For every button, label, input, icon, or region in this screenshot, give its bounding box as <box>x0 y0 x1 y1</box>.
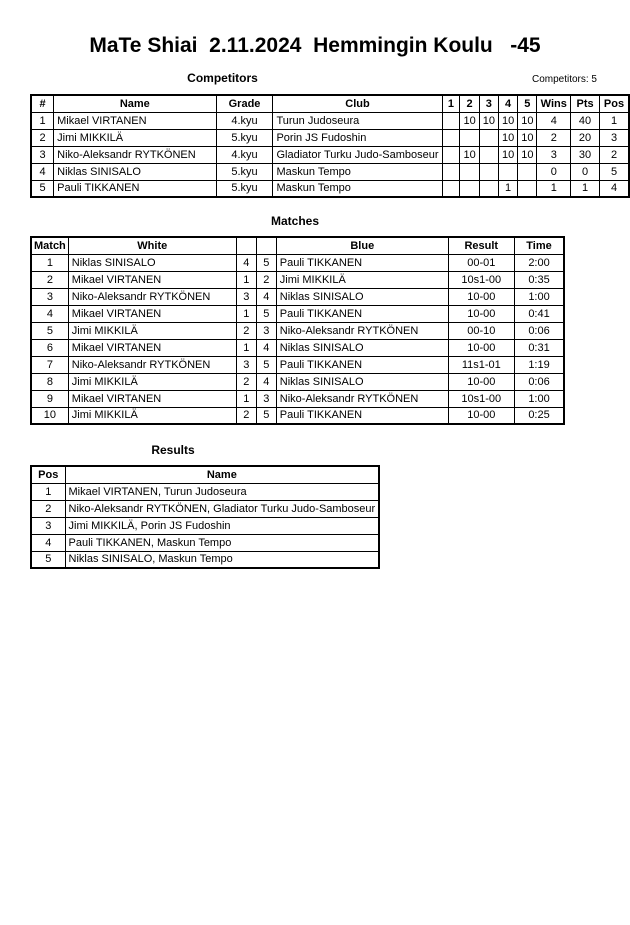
blue-competitor-number: 5 <box>256 305 276 322</box>
white-name: Mikael VIRTANEN <box>68 339 236 356</box>
competitor-club: Porin JS Fudoshin <box>273 129 442 146</box>
column-header: 5 <box>518 95 537 112</box>
competitors-section-header <box>0 71 630 86</box>
score-cell <box>442 146 460 163</box>
matches-header-row <box>31 237 564 254</box>
matches-table <box>30 236 565 425</box>
score-cell: 10 <box>479 112 498 129</box>
white-name: Jimi MIKKILÄ <box>68 322 236 339</box>
competitor-grade: 5.kyu <box>216 180 273 197</box>
table-row <box>31 407 564 424</box>
table-row <box>31 356 564 373</box>
column-header: Blue <box>276 237 448 254</box>
white-competitor-number: 2 <box>236 322 256 339</box>
match-result: 00-01 <box>448 254 514 271</box>
competitors-heading: Competitors <box>187 71 258 85</box>
score-cell: 10 <box>518 146 537 163</box>
table-row <box>31 339 564 356</box>
wins-cell: 2 <box>537 129 571 146</box>
match-result: 10-00 <box>448 339 514 356</box>
competitor-club: Maskun Tempo <box>273 180 442 197</box>
match-number: 1 <box>31 254 68 271</box>
column-header: Match <box>31 237 68 254</box>
score-cell <box>460 163 479 180</box>
score-cell: 1 <box>498 180 517 197</box>
white-competitor-number: 1 <box>236 390 256 407</box>
column-header: 1 <box>442 95 460 112</box>
score-cell <box>460 180 479 197</box>
matches-heading: Matches <box>270 214 320 228</box>
competitors-count-label: Competitors: 5 <box>531 74 597 85</box>
match-number: 10 <box>31 407 68 424</box>
points-cell: 30 <box>571 146 600 163</box>
white-name: Mikael VIRTANEN <box>68 390 236 407</box>
score-cell: 10 <box>498 129 517 146</box>
score-cell <box>498 163 517 180</box>
competitor-club: Maskun Tempo <box>273 163 442 180</box>
wins-cell: 3 <box>537 146 571 163</box>
blue-competitor-number: 2 <box>256 271 276 288</box>
result-name: Mikael VIRTANEN, Turun Judoseura <box>65 483 379 500</box>
match-number: 2 <box>31 271 68 288</box>
blue-competitor-number: 5 <box>256 407 276 424</box>
result-position: 3 <box>31 517 65 534</box>
column-header: Wins <box>537 95 571 112</box>
blue-competitor-number: 4 <box>256 288 276 305</box>
score-cell <box>442 129 460 146</box>
wins-cell: 1 <box>537 180 571 197</box>
white-name: Niko-Aleksandr RYTKÖNEN <box>68 288 236 305</box>
table-row <box>31 322 564 339</box>
match-number: 5 <box>31 322 68 339</box>
blue-name: Pauli TIKKANEN <box>276 407 448 424</box>
white-competitor-number: 4 <box>236 254 256 271</box>
column-header: Grade <box>216 95 273 112</box>
match-result: 10-00 <box>448 305 514 322</box>
match-result: 10s1-00 <box>448 271 514 288</box>
score-cell <box>479 146 498 163</box>
column-header: Club <box>273 95 442 112</box>
blue-name: Niklas SINISALO <box>276 288 448 305</box>
table-row <box>31 288 564 305</box>
competitor-grade: 5.kyu <box>216 163 273 180</box>
competitor-grade: 4.kyu <box>216 146 273 163</box>
table-row <box>31 373 564 390</box>
white-name: Mikael VIRTANEN <box>68 305 236 322</box>
blue-name: Niko-Aleksandr RYTKÖNEN <box>276 390 448 407</box>
score-cell <box>442 112 460 129</box>
column-header: # <box>31 95 54 112</box>
match-number: 6 <box>31 339 68 356</box>
blue-competitor-number: 4 <box>256 339 276 356</box>
result-name: Jimi MIKKILÄ, Porin JS Fudoshin <box>65 517 379 534</box>
white-competitor-number: 2 <box>236 373 256 390</box>
points-cell: 40 <box>571 112 600 129</box>
score-cell: 10 <box>518 112 537 129</box>
match-result: 11s1-01 <box>448 356 514 373</box>
position-cell: 1 <box>600 112 629 129</box>
result-name: Niklas SINISALO, Maskun Tempo <box>65 551 379 568</box>
blue-name: Pauli TIKKANEN <box>276 305 448 322</box>
competitors-table <box>30 94 630 198</box>
position-cell: 5 <box>600 163 629 180</box>
position-cell: 2 <box>600 146 629 163</box>
position-cell: 3 <box>600 129 629 146</box>
result-position: 2 <box>31 500 65 517</box>
table-row <box>31 551 379 568</box>
points-cell: 1 <box>571 180 600 197</box>
match-time: 0:31 <box>514 339 564 356</box>
competitor-grade: 5.kyu <box>216 129 273 146</box>
score-cell <box>460 129 479 146</box>
table-row <box>31 483 379 500</box>
competitor-number: 4 <box>31 163 54 180</box>
match-result: 10-00 <box>448 407 514 424</box>
white-competitor-number: 3 <box>236 356 256 373</box>
white-competitor-number: 3 <box>236 288 256 305</box>
match-number: 7 <box>31 356 68 373</box>
competitor-grade: 4.kyu <box>216 112 273 129</box>
white-name: Jimi MIKKILÄ <box>68 373 236 390</box>
competitor-name: Pauli TIKKANEN <box>54 180 216 197</box>
table-row <box>31 534 379 551</box>
column-header <box>256 237 276 254</box>
match-time: 1:19 <box>514 356 564 373</box>
column-header: 4 <box>498 95 517 112</box>
match-time: 0:25 <box>514 407 564 424</box>
blue-name: Niklas SINISALO <box>276 339 448 356</box>
results-table <box>30 465 380 569</box>
position-cell: 4 <box>600 180 629 197</box>
column-header: Time <box>514 237 564 254</box>
result-position: 5 <box>31 551 65 568</box>
column-header: Pts <box>571 95 600 112</box>
competitor-name: Mikael VIRTANEN <box>54 112 216 129</box>
competitor-number: 5 <box>31 180 54 197</box>
match-result: 10s1-00 <box>448 390 514 407</box>
competitors-header-row <box>31 95 629 112</box>
match-time: 1:00 <box>514 288 564 305</box>
result-position: 4 <box>31 534 65 551</box>
white-name: Jimi MIKKILÄ <box>68 407 236 424</box>
match-time: 2:00 <box>514 254 564 271</box>
white-name: Niklas SINISALO <box>68 254 236 271</box>
wins-cell: 0 <box>537 163 571 180</box>
column-header: Name <box>54 95 216 112</box>
score-cell: 10 <box>460 112 479 129</box>
column-header <box>236 237 256 254</box>
score-cell: 10 <box>460 146 479 163</box>
blue-competitor-number: 5 <box>256 356 276 373</box>
blue-name: Jimi MIKKILÄ <box>276 271 448 288</box>
column-header: 2 <box>460 95 479 112</box>
table-row <box>31 146 629 163</box>
table-row <box>31 254 564 271</box>
column-header: 3 <box>479 95 498 112</box>
results-header-row <box>31 466 379 483</box>
competitor-club: Turun Judoseura <box>273 112 442 129</box>
table-row <box>31 129 629 146</box>
result-name: Pauli TIKKANEN, Maskun Tempo <box>65 534 379 551</box>
blue-competitor-number: 4 <box>256 373 276 390</box>
score-cell <box>479 180 498 197</box>
white-competitor-number: 1 <box>236 271 256 288</box>
blue-name: Niklas SINISALO <box>276 373 448 390</box>
match-number: 4 <box>31 305 68 322</box>
match-time: 1:00 <box>514 390 564 407</box>
blue-name: Niko-Aleksandr RYTKÖNEN <box>276 322 448 339</box>
table-row <box>31 112 629 129</box>
white-name: Niko-Aleksandr RYTKÖNEN <box>68 356 236 373</box>
match-result: 10-00 <box>448 288 514 305</box>
competitor-name: Jimi MIKKILÄ <box>54 129 216 146</box>
table-row <box>31 163 629 180</box>
column-header: Pos <box>31 466 65 483</box>
report-page <box>0 34 630 569</box>
table-row <box>31 500 379 517</box>
column-header: Pos <box>600 95 629 112</box>
results-heading: Results <box>151 443 195 457</box>
blue-name: Pauli TIKKANEN <box>276 254 448 271</box>
score-cell <box>518 163 537 180</box>
score-cell <box>442 180 460 197</box>
column-header: White <box>68 237 236 254</box>
table-row <box>31 517 379 534</box>
column-header: Name <box>65 466 379 483</box>
competitor-number: 2 <box>31 129 54 146</box>
competitor-name: Niklas SINISALO <box>54 163 216 180</box>
result-name: Niko-Aleksandr RYTKÖNEN, Gladiator Turku Judo-Samboseur <box>65 500 379 517</box>
score-cell: 10 <box>498 112 517 129</box>
points-cell: 20 <box>571 129 600 146</box>
score-cell <box>479 129 498 146</box>
table-row <box>31 305 564 322</box>
match-number: 9 <box>31 390 68 407</box>
wins-cell: 4 <box>537 112 571 129</box>
match-time: 0:41 <box>514 305 564 322</box>
score-cell <box>479 163 498 180</box>
page-title: MaTe Shiai 2.11.2024 Hemmingin Koulu -45 <box>89 34 541 57</box>
white-competitor-number: 1 <box>236 305 256 322</box>
blue-competitor-number: 3 <box>256 322 276 339</box>
match-result: 00-10 <box>448 322 514 339</box>
white-name: Mikael VIRTANEN <box>68 271 236 288</box>
result-position: 1 <box>31 483 65 500</box>
competitor-number: 3 <box>31 146 54 163</box>
table-row <box>31 271 564 288</box>
competitor-number: 1 <box>31 112 54 129</box>
table-row <box>31 390 564 407</box>
points-cell: 0 <box>571 163 600 180</box>
blue-name: Pauli TIKKANEN <box>276 356 448 373</box>
score-cell: 10 <box>518 129 537 146</box>
match-time: 0:35 <box>514 271 564 288</box>
match-time: 0:06 <box>514 322 564 339</box>
blue-competitor-number: 5 <box>256 254 276 271</box>
score-cell <box>518 180 537 197</box>
column-header: Result <box>448 237 514 254</box>
score-cell <box>442 163 460 180</box>
score-cell: 10 <box>498 146 517 163</box>
match-result: 10-00 <box>448 373 514 390</box>
competitor-club: Gladiator Turku Judo-Samboseur <box>273 146 442 163</box>
table-row <box>31 180 629 197</box>
match-number: 8 <box>31 373 68 390</box>
blue-competitor-number: 3 <box>256 390 276 407</box>
white-competitor-number: 2 <box>236 407 256 424</box>
match-time: 0:06 <box>514 373 564 390</box>
match-number: 3 <box>31 288 68 305</box>
white-competitor-number: 1 <box>236 339 256 356</box>
competitor-name: Niko-Aleksandr RYTKÖNEN <box>54 146 216 163</box>
